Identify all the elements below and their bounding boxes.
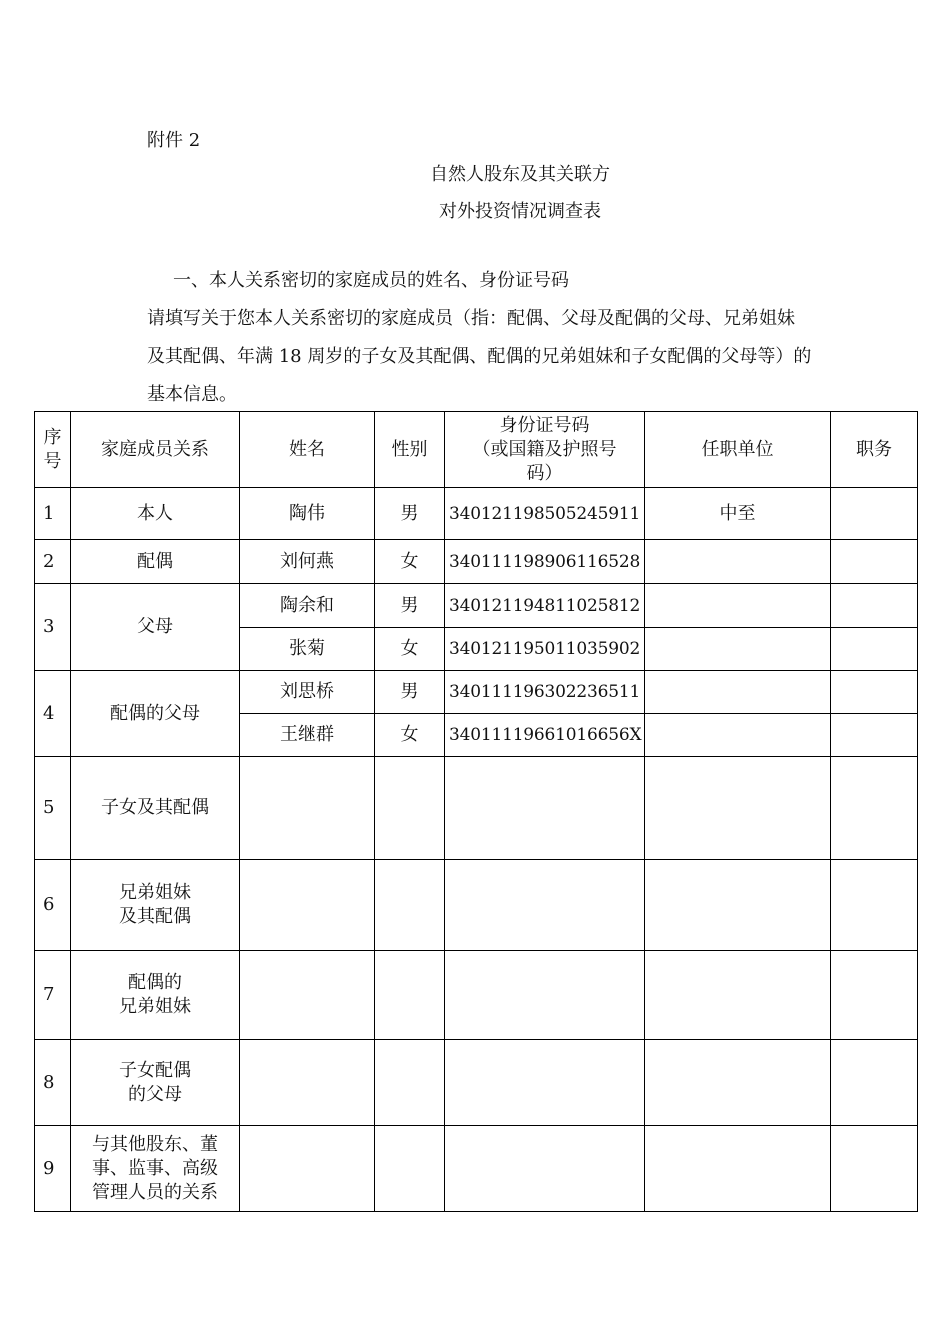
table-row: [35, 757, 918, 860]
row-relation: 配偶: [71, 540, 240, 584]
cell-name: [240, 951, 375, 1040]
section-heading: 一、本人关系密切的家庭成员的姓名、身份证号码: [173, 270, 569, 291]
cell-position: [831, 628, 918, 671]
row-seq: 8: [35, 1040, 71, 1126]
table-row: [35, 584, 918, 628]
cell-position: [831, 860, 918, 951]
cell-id: [445, 1040, 645, 1126]
cell-name: 陶伟: [240, 488, 375, 540]
cell-gender: [375, 1040, 445, 1126]
cell-position: [831, 951, 918, 1040]
cell-gender: [375, 1126, 445, 1212]
cell-position: [831, 488, 918, 540]
cell-position: [831, 757, 918, 860]
cell-id: 340111196302236511: [445, 671, 645, 714]
cell-name: [240, 1040, 375, 1126]
cell-position: [831, 584, 918, 628]
cell-employer: [645, 1040, 831, 1126]
cell-gender: 男: [375, 488, 445, 540]
cell-gender: 女: [375, 540, 445, 584]
row-relation: 子女配偶 的父母: [71, 1040, 240, 1126]
table-row: [35, 1040, 918, 1126]
cell-id: 340121195011035902: [445, 628, 645, 671]
cell-gender: 女: [375, 628, 445, 671]
cell-name: 刘思桥: [240, 671, 375, 714]
row-seq: 7: [35, 951, 71, 1040]
header-name: 姓名: [240, 412, 375, 488]
row-seq: 9: [35, 1126, 71, 1212]
row-seq: 3: [35, 584, 71, 671]
cell-gender: 男: [375, 671, 445, 714]
cell-position: [831, 540, 918, 584]
cell-id: 34011119661016656X: [445, 714, 645, 757]
row-relation: 子女及其配偶: [71, 757, 240, 860]
cell-employer: [645, 757, 831, 860]
cell-name: [240, 757, 375, 860]
header-position: 职务: [831, 412, 918, 488]
cell-position: [831, 714, 918, 757]
header-gender: 性别: [375, 412, 445, 488]
table-row: [35, 860, 918, 951]
cell-gender: [375, 757, 445, 860]
cell-employer: [645, 714, 831, 757]
row-seq: 1: [35, 488, 71, 540]
row-relation: 兄弟姐妹 及其配偶: [71, 860, 240, 951]
row-relation: 本人: [71, 488, 240, 540]
cell-employer: [645, 628, 831, 671]
table-row: [35, 488, 918, 540]
document-title-line-2: 对外投资情况调查表: [439, 201, 601, 222]
cell-id: [445, 757, 645, 860]
attachment-label: 附件 2: [147, 130, 201, 151]
cell-gender: 女: [375, 714, 445, 757]
header-id: 身份证号码 （或国籍及护照号 码）: [445, 412, 645, 488]
row-relation: 与其他股东、董 事、监事、高级 管理人员的关系: [71, 1126, 240, 1212]
document-title-line-1: 自然人股东及其关联方: [430, 164, 610, 185]
row-seq: 2: [35, 540, 71, 584]
cell-position: [831, 671, 918, 714]
cell-employer: [645, 1126, 831, 1212]
table-row: [35, 671, 918, 714]
cell-position: [831, 1040, 918, 1126]
cell-name: 王继群: [240, 714, 375, 757]
row-relation: 配偶的 兄弟姐妹: [71, 951, 240, 1040]
cell-name: 刘何燕: [240, 540, 375, 584]
cell-employer: [645, 584, 831, 628]
cell-gender: [375, 860, 445, 951]
cell-name: [240, 860, 375, 951]
cell-id: 340111198906116528: [445, 540, 645, 584]
family-members-table: [34, 411, 918, 1212]
cell-id: [445, 951, 645, 1040]
row-relation: 配偶的父母: [71, 671, 240, 757]
table-row: [35, 1126, 918, 1212]
cell-name: 张菊: [240, 628, 375, 671]
instruction-paragraph: 请填写关于您本人关系密切的家庭成员（指：配偶、父母及配偶的父母、兄弟姐妹及其配偶、年满 18 周岁的子女及其配偶、配偶的兄弟姐妹和子女配偶的父母等）的基本信息。: [147, 308, 812, 405]
header-employer: 任职单位: [645, 412, 831, 488]
row-seq: 5: [35, 757, 71, 860]
cell-gender: 男: [375, 584, 445, 628]
cell-employer: [645, 540, 831, 584]
cell-employer: 中至: [645, 488, 831, 540]
cell-id: [445, 1126, 645, 1212]
row-seq: 4: [35, 671, 71, 757]
table-row: [35, 540, 918, 584]
cell-position: [831, 1126, 918, 1212]
table-row: [35, 951, 918, 1040]
cell-id: 340121194811025812: [445, 584, 645, 628]
cell-employer: [645, 671, 831, 714]
cell-id: 340121198505245911: [445, 488, 645, 540]
cell-name: [240, 1126, 375, 1212]
header-relation: 家庭成员关系: [71, 412, 240, 488]
cell-employer: [645, 860, 831, 951]
cell-employer: [645, 951, 831, 1040]
cell-id: [445, 860, 645, 951]
header-seq: 序 号: [35, 412, 71, 488]
row-seq: 6: [35, 860, 71, 951]
cell-gender: [375, 951, 445, 1040]
row-relation: 父母: [71, 584, 240, 671]
cell-name: 陶余和: [240, 584, 375, 628]
